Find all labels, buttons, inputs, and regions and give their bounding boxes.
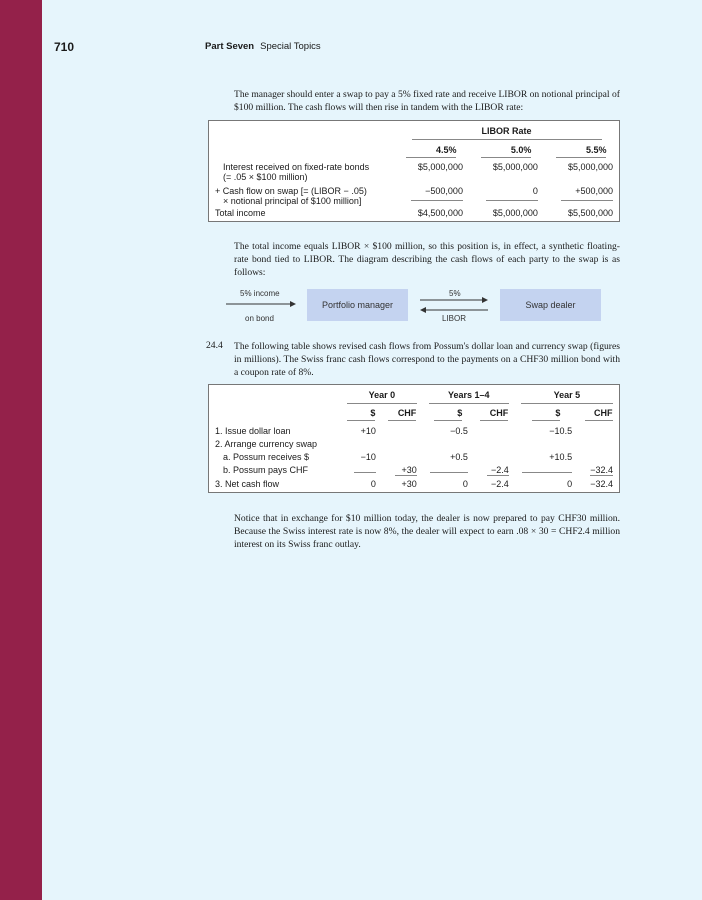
problem-text: The following table shows revised cash flows from Possum's dollar loan and currency swap (figures in millions). The Swiss franc cash flows correspond to the payments on a CHF30 million bond with a coupon rate of 8%. xyxy=(234,341,620,379)
diagram-label-bond: on bond xyxy=(245,314,274,323)
diagram-label-income: 5% income xyxy=(240,289,280,298)
currency-swap-table xyxy=(208,384,620,493)
paragraph-synthetic-bond: The total income equals LIBOR × $100 million, so this position is, in effect, a synthetic floating-rate bond tied to LIBOR. The diagram describing the cash flows of each party to the swap is as follows: xyxy=(234,241,620,279)
table-row: 1. Issue dollar loan +10 −0.5 −10.5 xyxy=(215,426,573,436)
arrow-right-icon xyxy=(420,295,488,305)
currency-col-header: CHF xyxy=(382,404,423,422)
currency-col-header: $ xyxy=(515,404,578,422)
table-row: 2. Arrange currency swap xyxy=(215,439,318,449)
table-row: + Cash flow on swap [= (LIBOR − .05) × notional principal of $100 million] −500,000 0 +500,000 xyxy=(215,186,613,206)
period-header: Years 1–4 xyxy=(423,385,515,405)
period-header: Year 0 xyxy=(341,385,423,405)
libor-rate-header: LIBOR Rate xyxy=(394,121,620,141)
currency-col-header: CHF xyxy=(578,404,619,422)
page-number: 710 xyxy=(54,40,75,54)
diagram-label-fixed: 5% xyxy=(449,289,461,298)
table-row: b. Possum pays CHF +30 −2.4 −32.4 xyxy=(223,465,613,475)
problem-number: 24.4 xyxy=(206,340,223,351)
rate-col-header: 5.0% xyxy=(469,140,544,158)
currency-col-header: $ xyxy=(341,404,382,422)
arrow-right-icon xyxy=(226,299,296,309)
portfolio-manager-box: Portfolio manager xyxy=(307,289,408,321)
running-head xyxy=(205,41,321,52)
total-row: 3. Net cash flow 0 +30 0 −2.4 0 −32.4 xyxy=(215,479,613,489)
currency-col-header: $ xyxy=(423,404,474,422)
rate-col-header: 5.5% xyxy=(544,140,620,158)
libor-cash-flow-table xyxy=(208,120,620,222)
swap-dealer-box: Swap dealer xyxy=(500,289,601,321)
running-head-section: Special Topics xyxy=(260,41,321,52)
currency-col-header: CHF xyxy=(474,404,515,422)
period-header: Year 5 xyxy=(515,385,620,405)
table-row: a. Possum receives $ −10 +0.5 +10.5 xyxy=(223,452,573,462)
running-head-part: Part Seven xyxy=(205,41,255,52)
paragraph-conclusion: Notice that in exchange for $10 million today, the dealer is now prepared to pay CHF30 million. Because the Swiss interest rate is now 8%, the dealer will expect to earn .08 × 30 = CHF2.4 million interest on its Swiss franc outlay. xyxy=(234,513,620,551)
table-row: Interest received on fixed-rate bonds (= .05 × $100 million) $5,000,000 $5,000,000 $5,000,000 xyxy=(223,162,613,182)
rate-col-header: 4.5% xyxy=(394,140,469,158)
total-row: Total income $4,500,000 $5,000,000 $5,500,000 xyxy=(215,208,613,218)
book-spine-band xyxy=(0,0,42,900)
paragraph-swap-intro: The manager should enter a swap to pay a 5% fixed rate and receive LIBOR on notional principal of $100 million. The cash flows will then rise in tandem with the LIBOR rate: xyxy=(234,89,620,114)
diagram-label-libor: LIBOR xyxy=(442,314,467,323)
